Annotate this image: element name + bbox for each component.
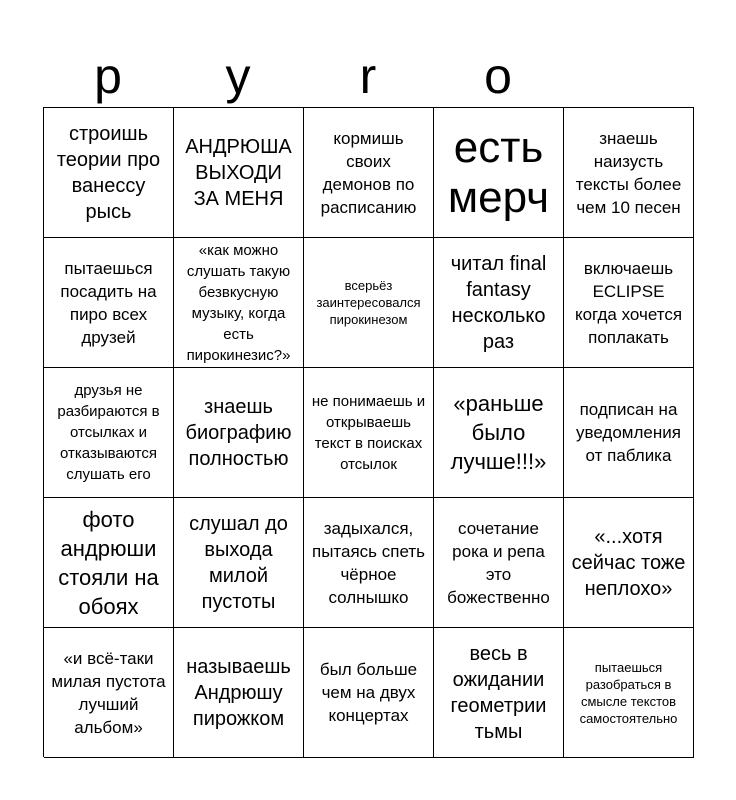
cell-text: сочетание рока и репа это божественно bbox=[447, 518, 550, 607]
cell-text: «...хотя сейчас тоже неплохо» bbox=[571, 525, 686, 600]
cell-text: включаешь ECLIPSE когда хочется поплакать bbox=[574, 258, 683, 347]
cell-text: строишь теории про ванессу рысь bbox=[56, 122, 161, 223]
bingo-cell[interactable] bbox=[434, 498, 564, 628]
cell-text: АНДРЮША ВЫХОДИ ЗА МЕНЯ bbox=[185, 135, 292, 210]
bingo-cell[interactable] bbox=[174, 628, 304, 758]
bingo-cell[interactable] bbox=[44, 628, 174, 758]
bingo-cell[interactable] bbox=[564, 368, 694, 498]
title-letter-o: o bbox=[484, 48, 512, 104]
bingo-cell[interactable] bbox=[44, 238, 174, 368]
cell-text: фото андрюши стояли на обоях bbox=[58, 506, 159, 619]
bingo-cell[interactable] bbox=[44, 368, 174, 498]
bingo-cell[interactable] bbox=[174, 238, 304, 368]
bingo-cell[interactable] bbox=[434, 108, 564, 238]
bingo-cell[interactable] bbox=[304, 368, 434, 498]
cell-text: был больше чем на двух концертах bbox=[319, 660, 418, 725]
bingo-cell[interactable] bbox=[304, 238, 434, 368]
cell-text: кормишь своих демонов по расписанию bbox=[320, 128, 417, 217]
bingo-cell[interactable] bbox=[304, 498, 434, 628]
title-letter-p: p bbox=[94, 48, 122, 104]
cell-text: «раньше было лучше!!!» bbox=[450, 391, 547, 474]
title-letter-r: r bbox=[359, 48, 377, 104]
bingo-cell[interactable] bbox=[434, 238, 564, 368]
bingo-cell[interactable] bbox=[564, 498, 694, 628]
cell-text: знаешь биографию полностью bbox=[185, 395, 292, 470]
cell-text: не понимаешь и открываешь текст в поисках отсылок bbox=[311, 392, 426, 473]
title-letter-y: y bbox=[225, 48, 251, 104]
bingo-cell[interactable] bbox=[44, 498, 174, 628]
cell-text: читал final fantasy несколько раз bbox=[450, 252, 547, 353]
bingo-cell[interactable] bbox=[564, 108, 694, 238]
cell-text: называешь Андрюшу пирожком bbox=[186, 655, 291, 730]
cell-text: «и всё-таки милая пустота лучший альбом» bbox=[51, 648, 166, 737]
bingo-cell[interactable] bbox=[434, 628, 564, 758]
bingo-title bbox=[43, 44, 693, 108]
cell-text: подписан на уведомления от паблика bbox=[576, 400, 681, 465]
cell-text: весь в ожидании геометрии тьмы bbox=[450, 642, 547, 743]
bingo-cell[interactable] bbox=[174, 108, 304, 238]
cell-text: слушал до выхода милой пустоты bbox=[189, 512, 288, 613]
bingo-cell[interactable] bbox=[44, 108, 174, 238]
bingo-cell[interactable] bbox=[304, 628, 434, 758]
bingo-cell[interactable] bbox=[174, 368, 304, 498]
bingo-cell[interactable] bbox=[174, 498, 304, 628]
bingo-cell[interactable] bbox=[564, 628, 694, 758]
cell-text: задыхался, пытаясь спеть чёрное солнышко bbox=[312, 518, 425, 607]
cell-text: есть мерч bbox=[447, 122, 550, 222]
cell-text: «как можно слушать такую безвкусную музыку, когда есть пирокинезис?» bbox=[186, 241, 291, 364]
cell-text: знаешь наизусть тексты более чем 10 песен bbox=[575, 128, 682, 217]
cell-text: друзья не разбираются в отсылках и отказываются слушать его bbox=[57, 382, 160, 483]
bingo-cell[interactable] bbox=[564, 238, 694, 368]
bingo-cell[interactable] bbox=[304, 108, 434, 238]
cell-text: пытаешься посадить на пиро всех друзей bbox=[60, 258, 157, 347]
bingo-cell[interactable] bbox=[434, 368, 564, 498]
bingo-grid bbox=[43, 107, 694, 757]
cell-text: всерьёз заинтересовался пирокинезом bbox=[316, 278, 421, 327]
cell-text: пытаешься разобраться в смысле текстов самостоятельно bbox=[579, 659, 678, 726]
